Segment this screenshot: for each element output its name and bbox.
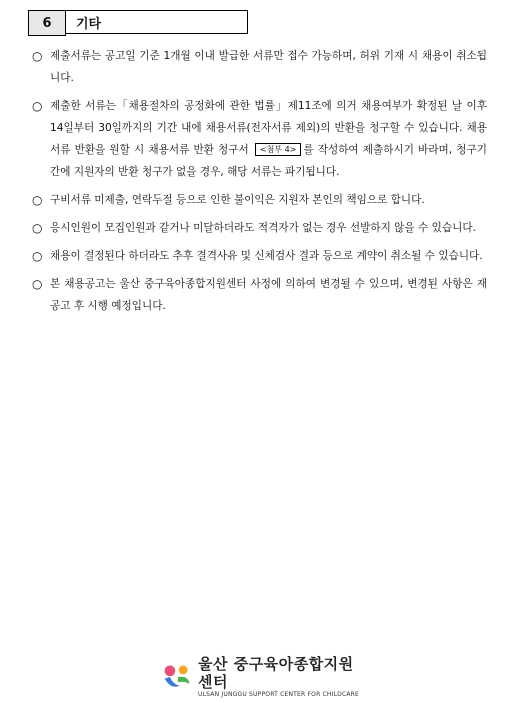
item-text-part: 응시인원이 모집인원과 같거나 미달하더라도 적격자가 없는 경우 선발하지 않을 수 있습니다.	[50, 222, 476, 234]
item-text	[50, 45, 487, 89]
bullet-circle-icon: ○	[32, 277, 43, 291]
bullet-circle-icon: ○	[32, 193, 43, 207]
bullet-circle-icon: ○	[32, 221, 43, 235]
footer-logo	[162, 655, 362, 698]
bullet-circle-icon: ○	[32, 99, 43, 113]
item-text	[50, 95, 487, 183]
item-text-part: 제출한 서류는「채용절차의 공정화에 관한 법률」제11조에 의거 채용여부가 확정된 날 이후 14일부터 30일까지의 기간 내에 채용서류(전자서류 제외)의 반환을 청구할 수 있습니다. 채용서류 반환을 원할 시 채용서류 반환 청구서	[50, 100, 487, 156]
list-item	[32, 245, 487, 267]
list-item	[32, 45, 487, 89]
item-text-part: 본 채용공고는 울산 중구육아종합지원센터 사정에 의하여 변경될 수 있으며, 변경된 사항은 재공고 후 시행 예정입니다.	[50, 278, 487, 312]
bullet-circle-icon: ○	[32, 249, 43, 263]
list-item	[32, 273, 487, 317]
item-text	[50, 189, 487, 211]
item-text-part: 구비서류 미제출, 연락두절 등으로 인한 불이익은 지원자 본인의 책임으로 합니다.	[50, 194, 425, 206]
org-name-english: ULSAN JUNGGU SUPPORT CENTER FOR CHILDCARE	[198, 691, 360, 698]
list-item	[32, 189, 487, 211]
item-text	[50, 217, 487, 239]
attachment-badge: <첨부 4>	[255, 143, 302, 156]
item-text-part: 제출서류는 공고일 기준 1개월 이내 발급한 서류만 접수 가능하며, 허위 기재 시 채용이 취소됩니다.	[50, 50, 487, 84]
section-number: 6	[28, 10, 66, 36]
item-text-part: 를 작성하여 제출하시기 바라며, 청구기간에 지원자의 반환 청구가 없을 경우, 해당 서류는 파기됩니다.	[50, 144, 487, 178]
org-name-korean: 울산 중구육아종합지원센터	[198, 655, 354, 691]
logo-text	[198, 655, 362, 699]
section-header	[28, 10, 248, 36]
item-text-part: 채용이 결정된다 하더라도 추후 결격사유 및 신체검사 결과 등으로 계약이 취소될 수 있습니다.	[50, 250, 483, 262]
center-logo-icon	[162, 661, 192, 693]
list-item	[32, 95, 487, 183]
item-text	[50, 273, 487, 317]
notice-list	[32, 45, 487, 323]
item-text	[50, 245, 487, 267]
bullet-circle-icon: ○	[32, 49, 43, 63]
list-item	[32, 217, 487, 239]
section-title: 기타	[66, 10, 248, 34]
